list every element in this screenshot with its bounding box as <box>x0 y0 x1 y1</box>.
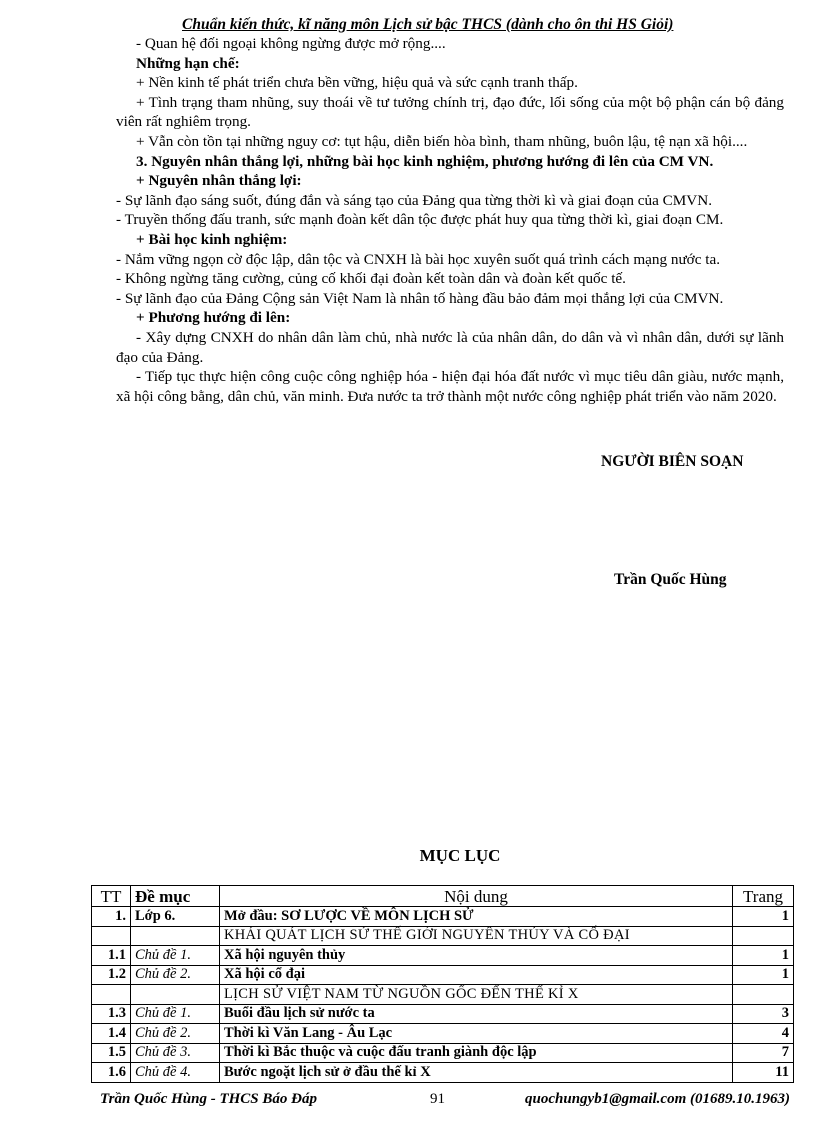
toc-cell-pg: 7 <box>733 1043 794 1063</box>
toc-cell-nd: Xã hội cổ đại <box>220 965 733 985</box>
toc-cell-tt: 1.2 <box>92 965 131 985</box>
toc-cell-tt: 1.4 <box>92 1024 131 1044</box>
body-paragraph: - Không ngừng tăng cường, củng cố khối đại đoàn kết toàn dân và đoàn kết quốc tế. <box>116 270 626 288</box>
body-paragraph: - Tiếp tục thực hiện công cuộc công nghiệp hóa - hiện đại hóa đất nước vì mục tiêu dân giàu, nước mạnh, xã hội công bằng, dân chủ, văn minh. Đưa nước ta trở thành một nước công nghiệp phát triển vào năm 2020. <box>116 368 784 405</box>
toc-cell-tt <box>92 926 131 946</box>
toc-header-dm: Đề mục <box>131 886 220 907</box>
toc-cell-dm <box>131 926 220 946</box>
toc-row <box>92 1024 794 1044</box>
toc-cell-dm: Lớp 6. <box>131 907 220 927</box>
toc-cell-pg: 11 <box>733 1063 794 1083</box>
body-paragraph: - Nắm vững ngọn cờ độc lập, dân tộc và CNXH là bài học xuyên suốt quá trình cách mạng nước ta. <box>116 250 721 268</box>
toc-cell-dm: Chủ đề 2. <box>131 1024 220 1044</box>
toc-cell-nd: Buổi đầu lịch sử nước ta <box>220 1004 733 1024</box>
body-paragraph: - Quan hệ đối ngoại không ngừng được mở rộng.... <box>136 35 446 52</box>
body-paragraph: 3. Nguyên nhân thắng lợi, những bài học kinh nghiệm, phương hướng đi lên của CM VN. <box>136 152 714 170</box>
toc-cell-pg <box>733 926 794 946</box>
toc-cell-dm: Chủ đề 3. <box>131 1043 220 1063</box>
toc-cell-dm <box>131 985 220 1005</box>
toc-row <box>92 907 794 927</box>
body-paragraph: - Sự lãnh đạo sáng suốt, đúng đắn và sáng tạo của Đảng qua từng thời kì và giai đoạn của CMVN. <box>116 191 713 209</box>
toc-row <box>92 926 794 946</box>
author-label: NGƯỜI BIÊN SOẠN <box>601 453 744 470</box>
toc-cell-nd: LỊCH SỬ VIỆT NAM TỪ NGUỒN GỐC ĐẾN THẾ KỈ X <box>220 985 733 1005</box>
toc-cell-nd: Mở đầu: SƠ LƯỢC VỀ MÔN LỊCH SỬ <box>220 907 733 927</box>
body-paragraph: - Xây dựng CNXH do nhân dân làm chủ, nhà nước là của nhân dân, do dân và vì nhân dân, dưới sự lãnh đạo của Đảng. <box>116 328 784 366</box>
toc-cell-pg: 3 <box>733 1004 794 1024</box>
body-paragraph: + Nền kinh tế phát triển chưa bền vững, hiệu quả và sức cạnh tranh thấp. <box>136 74 578 92</box>
body-paragraph: Những hạn chế: <box>136 54 240 72</box>
toc-row <box>92 985 794 1005</box>
toc-row <box>92 1043 794 1063</box>
toc-cell-dm: Chủ đề 4. <box>131 1063 220 1083</box>
toc-cell-nd: KHÁI QUÁT LỊCH SỬ THẾ GIỚI NGUYÊN THỦY VÀ CỔ ĐẠI <box>220 926 733 946</box>
toc-row <box>92 965 794 985</box>
toc-row <box>92 1004 794 1024</box>
toc-row <box>92 1063 794 1083</box>
toc-row <box>92 946 794 966</box>
body-paragraph: - Sự lãnh đạo của Đảng Cộng sản Việt Nam là nhân tố hàng đầu bảo đảm mọi thắng lợi của CMVN. <box>116 289 724 307</box>
toc-cell-nd: Xã hội nguyên thủy <box>220 946 733 966</box>
toc-cell-pg: 1 <box>733 965 794 985</box>
body-paragraph: - Truyền thống đấu tranh, sức mạnh đoàn kết dân tộc được phát huy qua từng thời kì, giai đoạn CM. <box>116 211 724 229</box>
page-header: Chuẩn kiến thức, kĩ năng môn Lịch sử bậc THCS (dành cho ôn thi HS Giỏi) <box>182 16 674 33</box>
toc-header-pg: Trang <box>733 886 794 907</box>
toc-header-tt: TT <box>92 886 131 907</box>
body-paragraph: + Phương hướng đi lên: <box>136 309 291 327</box>
toc-cell-nd: Thời kì Văn Lang - Âu Lạc <box>220 1024 733 1044</box>
footer-author: Trần Quốc Hùng - THCS Báo Đáp <box>100 1091 317 1107</box>
toc-header-row <box>92 886 794 907</box>
toc-title: MỤC LỤC <box>419 846 501 865</box>
toc-cell-pg: 1 <box>733 907 794 927</box>
toc-cell-tt: 1.1 <box>92 946 131 966</box>
toc-cell-tt <box>92 985 131 1005</box>
toc-header-nd: Nội dung <box>220 886 733 907</box>
toc-table <box>91 885 794 1083</box>
page-footer <box>100 1091 790 1111</box>
footer-page-number: 91 <box>430 1091 445 1107</box>
toc-cell-nd: Bước ngoặt lịch sử ở đầu thế kỉ X <box>220 1063 733 1083</box>
toc-cell-tt: 1.3 <box>92 1004 131 1024</box>
toc-cell-tt: 1.6 <box>92 1063 131 1083</box>
footer-contact: quochungyb1@gmail.com (01689.10.1963) <box>525 1091 790 1107</box>
toc-cell-pg: 1 <box>733 946 794 966</box>
toc-cell-pg: 4 <box>733 1024 794 1044</box>
toc-cell-pg <box>733 985 794 1005</box>
toc-cell-dm: Chủ đề 1. <box>131 946 220 966</box>
toc-cell-tt: 1. <box>92 907 131 927</box>
body-text <box>116 34 784 406</box>
toc-cell-nd: Thời kì Bắc thuộc và cuộc đấu tranh giành độc lập <box>220 1043 733 1063</box>
body-paragraph: + Vẫn còn tồn tại những nguy cơ: tụt hậu, diễn biến hòa bình, tham nhũng, buôn lậu, tệ nạn xã hội.... <box>136 132 748 150</box>
author-name: Trần Quốc Hùng <box>614 571 727 588</box>
body-paragraph: + Tình trạng tham nhũng, suy thoái về tư tưởng chính trị, đạo đức, lối sống của một bộ phận cán bộ đảng viên rất nghiêm trọng. <box>116 93 784 131</box>
body-paragraph: + Bài học kinh nghiệm: <box>136 230 288 248</box>
toc-cell-dm: Chủ đề 1. <box>131 1004 220 1024</box>
toc-cell-dm: Chủ đề 2. <box>131 965 220 985</box>
body-paragraph: + Nguyên nhân thắng lợi: <box>136 172 302 190</box>
toc-cell-tt: 1.5 <box>92 1043 131 1063</box>
